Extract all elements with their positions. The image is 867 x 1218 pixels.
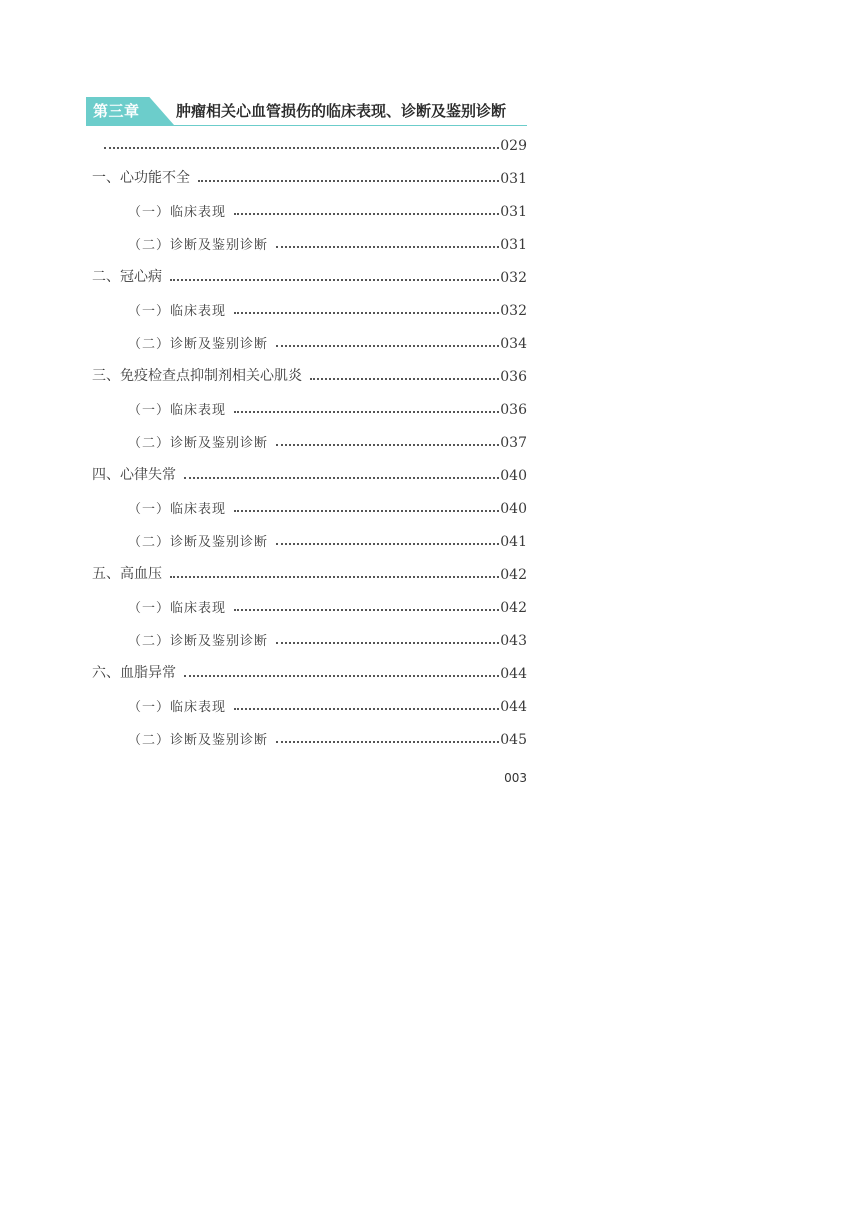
toc-page-number: 034 [500,336,527,352]
toc-entry-label: 五、高血压 [92,566,162,582]
toc-subentry[interactable] [128,695,527,715]
toc-subentry[interactable] [128,233,527,253]
toc-subentry[interactable] [128,431,527,451]
toc-entry-label: 六、血脂异常 [92,665,176,681]
toc-page-number: 032 [500,303,527,319]
toc-leader [234,509,499,512]
toc-leader [104,146,499,149]
toc-subentry[interactable] [128,629,527,649]
toc-leader [234,311,499,314]
toc-entry-label: （一）临床表现 [128,700,227,715]
toc-entry-label: （一）临床表现 [128,403,227,418]
toc-leader [170,575,499,578]
toc-entry-label: 三、免疫检查点抑制剂相关心肌炎 [92,368,302,384]
chapter-label: 第三章 [93,102,140,120]
toc-subentry[interactable] [128,497,527,517]
toc-page-number: 032 [500,270,527,286]
toc-entry[interactable] [92,365,527,385]
toc-leader [276,542,499,545]
toc-page-number: 031 [500,171,527,187]
toc-entry-label: （二）诊断及鉴别诊断 [128,535,269,550]
toc-page-number: 029 [500,138,527,154]
toc-page-number: 031 [500,204,527,220]
toc-subentry[interactable] [128,299,527,319]
chapter-title[interactable]: 肿瘤相关心血管损伤的临床表现、诊断及鉴别诊断 [176,102,507,120]
page-number: 003 [504,771,527,785]
toc-leader [234,608,499,611]
toc-entry-label: 一、心功能不全 [92,170,190,186]
chapter-header [86,97,527,127]
toc-leader [184,476,499,479]
toc-subentry[interactable] [128,200,527,220]
toc-leader [184,674,499,677]
toc-leader [276,740,499,743]
toc-page-number: 045 [500,732,527,748]
toc-subentry[interactable] [128,530,527,550]
toc-page-number: 037 [500,435,527,451]
toc-page-number: 042 [500,600,527,616]
toc-subentry[interactable] [128,398,527,418]
toc-page-number: 044 [500,699,527,715]
toc-entry-label: （一）临床表现 [128,304,227,319]
chapter-underline [86,125,527,126]
toc-leader [276,344,499,347]
toc-entry-label: （二）诊断及鉴别诊断 [128,634,269,649]
toc-page-number: 040 [500,468,527,484]
toc-leader [276,245,499,248]
toc-page-number: 043 [500,633,527,649]
toc-leader [276,443,499,446]
toc-page-number: 040 [500,501,527,517]
toc-entry-label: （一）临床表现 [128,502,227,517]
toc-subentry[interactable] [128,596,527,616]
toc-entry-label: （二）诊断及鉴别诊断 [128,337,269,352]
toc-entry[interactable] [92,266,527,286]
toc-entry-label: （一）临床表现 [128,601,227,616]
toc-entry-label: （一）临床表现 [128,205,227,220]
toc-entry-label: （二）诊断及鉴别诊断 [128,436,269,451]
toc-entry[interactable] [92,662,527,682]
toc-leader [234,707,499,710]
toc-page-number: 044 [500,666,527,682]
toc-leader [276,641,499,644]
toc-entry-label: 四、心律失常 [92,467,176,483]
toc-page-number: 036 [500,402,527,418]
toc-leader [234,410,499,413]
toc-leader [170,278,499,281]
toc-entry-label: （二）诊断及鉴别诊断 [128,733,269,748]
toc-page-number: 042 [500,567,527,583]
toc-leader [310,377,499,380]
toc-page-number: 031 [500,237,527,253]
chapter-page-row[interactable] [104,134,527,154]
toc-entry[interactable] [92,167,527,187]
toc-entry[interactable] [92,563,527,583]
toc-leader [234,212,499,215]
toc-page-number: 041 [500,534,527,550]
toc-page-number: 036 [500,369,527,385]
toc-entry-label: 二、冠心病 [92,269,162,285]
toc-leader [198,179,499,182]
toc-subentry[interactable] [128,728,527,748]
toc-entry[interactable] [92,464,527,484]
toc-subentry[interactable] [128,332,527,352]
toc-entry-label: （二）诊断及鉴别诊断 [128,238,269,253]
